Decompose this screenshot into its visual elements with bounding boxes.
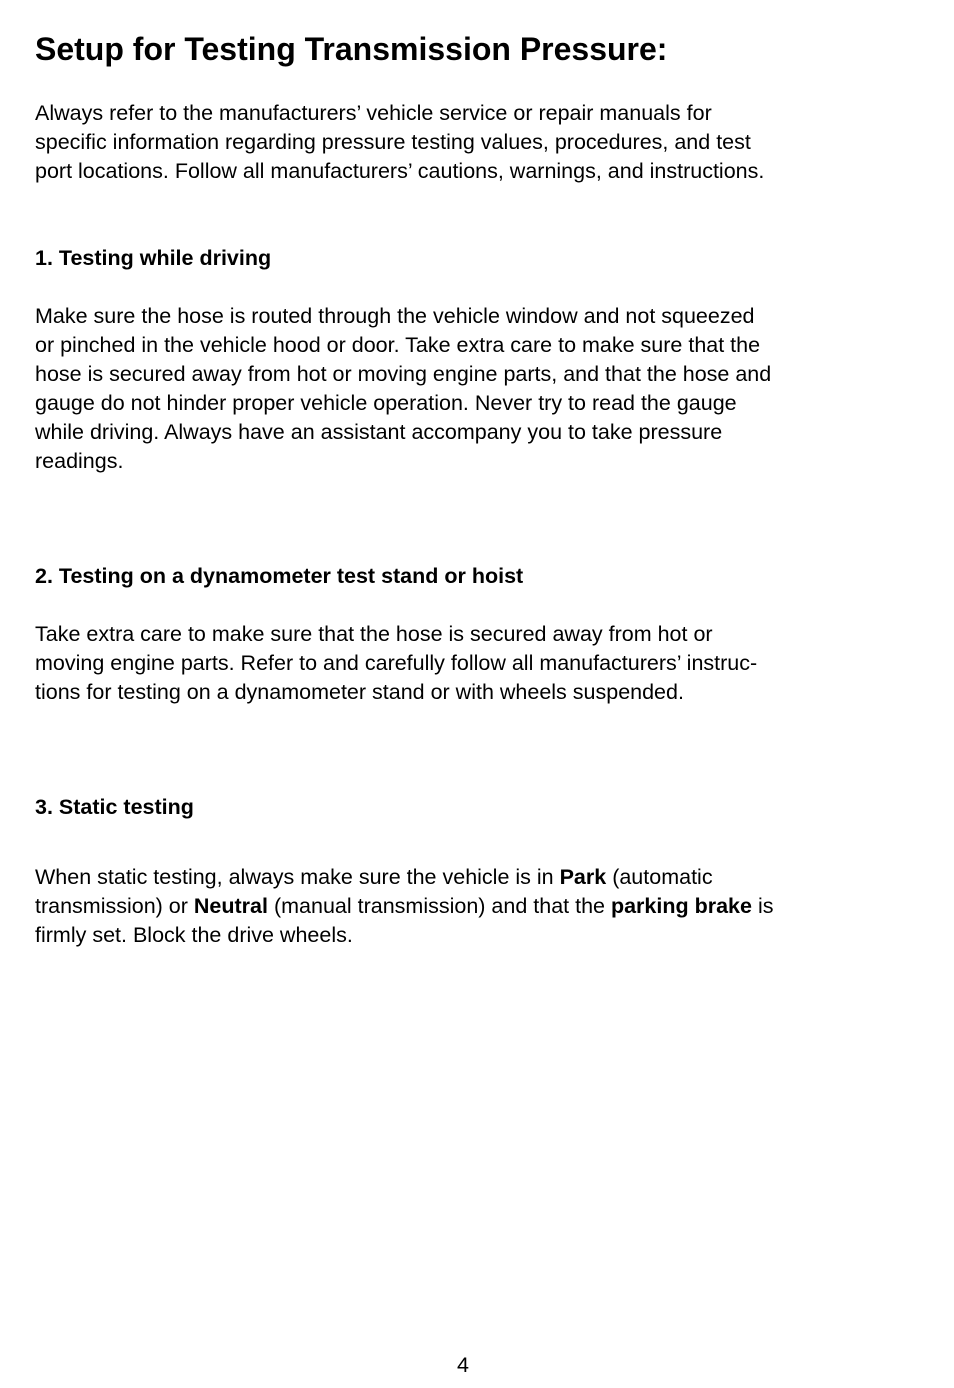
body-line bbox=[35, 892, 865, 921]
intro-line: Always refer to the manufacturers’ vehicle service or repair manuals for bbox=[35, 101, 712, 125]
body-line: Make sure the hose is routed through the vehicle window and not squeezed bbox=[35, 304, 755, 328]
intro-line: specific information regarding pressure testing values, procedures, and test bbox=[35, 130, 751, 154]
section-heading-static-testing: 3. Static testing bbox=[35, 795, 194, 819]
intro-line: port locations. Follow all manufacturers’ cautions, warnings, and instructions. bbox=[35, 159, 765, 183]
emphasis-parking-brake: parking brake bbox=[610, 894, 752, 918]
page-title: Setup for Testing Transmission Pressure: bbox=[35, 31, 668, 67]
text-run: transmission) or bbox=[35, 894, 194, 918]
page-number: 4 bbox=[457, 1353, 469, 1377]
body-line bbox=[35, 863, 865, 892]
section-heading-testing-while-driving: 1. Testing while driving bbox=[35, 246, 272, 270]
body-line: Take extra care to make sure that the hose is secured away from hot or bbox=[35, 622, 713, 646]
body-line: or pinched in the vehicle hood or door. Take extra care to make sure that the bbox=[35, 333, 761, 357]
body-line: tions for testing on a dynamometer stand or with wheels suspended. bbox=[35, 680, 684, 704]
intro-paragraph bbox=[35, 99, 865, 186]
section-heading-dynamometer-testing: 2. Testing on a dynamometer test stand or hoist bbox=[35, 564, 524, 588]
body-line: firmly set. Block the drive wheels. bbox=[35, 923, 353, 947]
text-run: (manual transmission) and that the bbox=[267, 894, 611, 918]
section-body-static-testing bbox=[35, 863, 865, 950]
text-run: (automatic bbox=[606, 865, 713, 889]
section-body-dynamometer-testing bbox=[35, 620, 865, 707]
body-line: while driving. Always have an assistant accompany you to take pressure bbox=[35, 420, 723, 444]
body-line: gauge do not hinder proper vehicle operation. Never try to read the gauge bbox=[35, 391, 737, 415]
section-body-testing-while-driving bbox=[35, 302, 865, 476]
emphasis-park: Park bbox=[559, 865, 607, 889]
body-line: hose is secured away from hot or moving engine parts, and that the hose and bbox=[35, 362, 772, 386]
emphasis-neutral: Neutral bbox=[193, 894, 268, 918]
body-line: moving engine parts. Refer to and carefully follow all manufacturers’ instruc- bbox=[35, 651, 758, 675]
body-line: readings. bbox=[35, 449, 124, 473]
text-run: is bbox=[751, 894, 774, 918]
text-run: When static testing, always make sure the vehicle is in bbox=[35, 865, 560, 889]
